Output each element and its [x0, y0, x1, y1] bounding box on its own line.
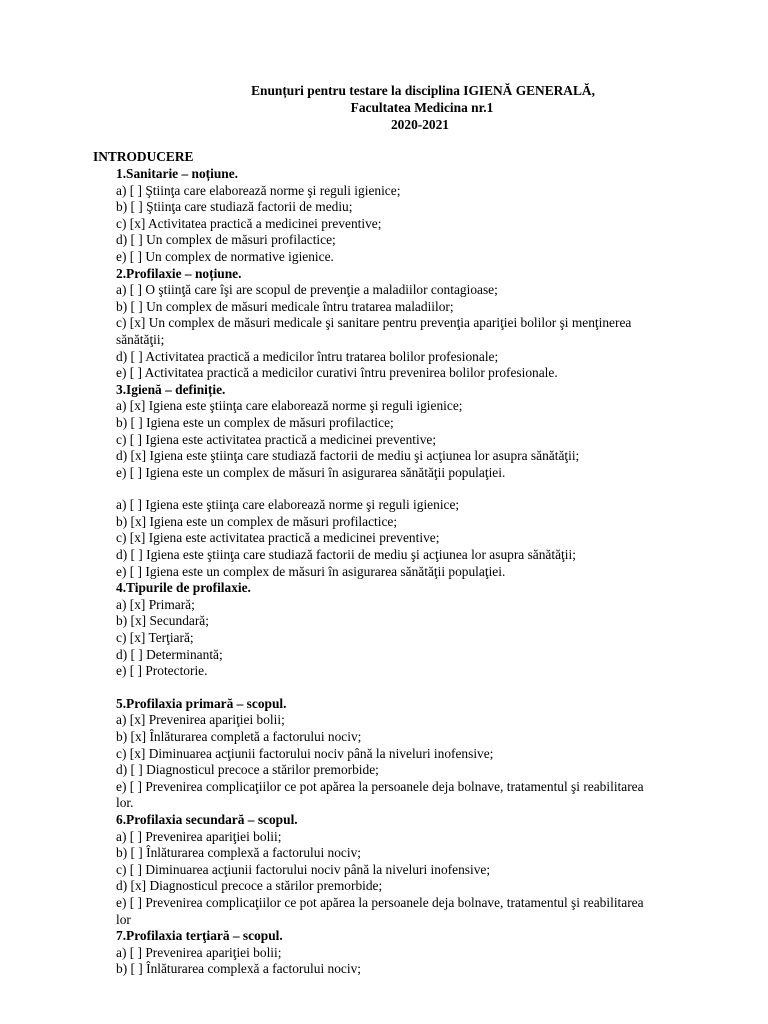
- option-d: d) [ ] Diagnosticul precoce a stărilor premorbide;: [116, 762, 379, 778]
- option-e: e) [ ] Protectorie.: [116, 663, 208, 679]
- option-b: b) [ ] Igiena este un complex de măsuri profilactice;: [116, 414, 394, 430]
- question-4: [93, 580, 653, 696]
- option-b-alt: b) [x] Igiena este un complex de măsuri profilactice;: [116, 513, 398, 529]
- option-e: e) [ ] Prevenirea complicaţiilor ce pot apărea la persoanele deja bolnave, tratamentul şi reabilitarea lor: [116, 894, 644, 927]
- option-b: b) [x] Secundară;: [116, 613, 209, 629]
- question-3: [93, 382, 653, 581]
- document-body: [93, 149, 653, 978]
- question-title: 5.Profilaxia primară – scopul.: [116, 695, 287, 711]
- option-d-alt: d) [ ] Igiena este ştiinţa care studiază factorii de mediu şi acţiunea lor asupra sănătăţii;: [116, 547, 576, 563]
- option-e: e) [ ] Un complex de normative igienice.: [116, 248, 334, 264]
- option-a: a) [x] Igiena este ştiinţa care elaborează norme şi reguli igienice;: [116, 398, 463, 414]
- option-e: e) [ ] Activitatea practică a medicilor curativi întru prevenirea bolilor profesionale.: [116, 365, 558, 381]
- option-b: b) [ ] Înlăturarea complexă a factorului nociv;: [116, 845, 362, 861]
- header-faculty: Facultatea Medicina nr.1: [350, 100, 494, 115]
- option-a: a) [ ] Ştiinţa care elaborează norme şi reguli igienice;: [116, 182, 401, 198]
- option-c: c) [ ] Diminuarea acţiunii factorului nociv până la niveluri inofensive;: [116, 861, 491, 877]
- option-c-alt: c) [x] Igiena este activitatea practică a medicinei preventive;: [116, 530, 440, 546]
- section-title: INTRODUCERE: [93, 149, 194, 164]
- question-5: [93, 696, 653, 812]
- document-header: [0, 83, 768, 134]
- blank-line: [116, 680, 653, 696]
- option-d: d) [ ] Activitatea practică a medicilor întru tratarea bolilor profesionale;: [116, 348, 499, 364]
- option-b: b) [x] Înlăturarea completă a factorului nociv;: [116, 729, 362, 744]
- question-title: 7.Profilaxia terţiară – scopul.: [116, 928, 283, 944]
- question-1: [93, 166, 653, 266]
- option-a: a) [ ] Prevenirea apariţiei bolii;: [116, 828, 282, 844]
- option-b: b) [ ] Ştiinţa care studiază factorii de mediu;: [116, 199, 353, 215]
- option-b: b) [ ] Un complex de măsuri medicale întru tratarea maladiilor;: [116, 298, 454, 314]
- question-2: [93, 266, 653, 382]
- header-title: Enunțuri pentru testare la disciplina IGIENĂ GENERALĂ,: [251, 83, 595, 98]
- option-a: a) [ ] Prevenirea apariţiei bolii;: [116, 944, 282, 960]
- option-a-alt: a) [ ] Igiena este ştiinţa care elaborează norme şi reguli igienice;: [116, 497, 460, 513]
- option-e: e) [ ] Prevenirea complicaţiilor ce pot apărea la persoanele deja bolnave, tratamentul şi reabilitarea lor.: [116, 778, 644, 811]
- question-title: 3.Igienă – definiție.: [116, 381, 226, 397]
- option-e-alt: e) [ ] Igiena este un complex de măsuri în asigurarea sănătăţii populaţiei.: [116, 563, 506, 579]
- question-title: 4.Tipurile de profilaxie.: [116, 580, 251, 596]
- question-title: 2.Profilaxie – noțiune.: [116, 265, 242, 281]
- header-year: 2020-2021: [390, 117, 450, 132]
- option-c: c) [x] Terţiară;: [116, 630, 194, 646]
- option-a: a) [x] Prevenirea apariţiei bolii;: [116, 712, 285, 728]
- option-c: c) [ ] Igiena este activitatea practică a medicinei preventive;: [116, 431, 437, 447]
- question-7: [93, 928, 653, 978]
- option-b: b) [ ] Înlăturarea complexă a factorului nociv;: [116, 961, 362, 977]
- option-d: d) [ ] Determinantă;: [116, 646, 223, 662]
- option-a: a) [x] Primară;: [116, 596, 195, 612]
- question-title: 1.Sanitarie – noțiune.: [116, 166, 239, 181]
- option-c: c) [x] Activitatea practică a medicinei preventive;: [116, 215, 382, 231]
- option-e: e) [ ] Igiena este un complex de măsuri în asigurarea sănătăţii populaţiei.: [116, 464, 506, 480]
- option-c: c) [x] Diminuarea acţiunii factorului nociv până la niveluri inofensive;: [116, 745, 494, 761]
- option-c: c) [x] Un complex de măsuri medicale şi sanitare pentru prevenţia apariţiei bolilor şi menţinerea sănătăţii;: [116, 315, 632, 347]
- blank-line: [116, 481, 653, 497]
- question-6: [93, 812, 653, 928]
- option-d: d) [ ] Un complex de măsuri profilactice;: [116, 232, 336, 248]
- option-d: d) [x] Igiena este ştiinţa care studiază factorii de mediu şi acţiunea lor asupra sănătăţii;: [116, 448, 580, 464]
- option-a: a) [ ] O ştiinţă care îşi are scopul de prevenţie a maladiilor contagioase;: [116, 282, 498, 298]
- option-d: d) [x] Diagnosticul precoce a stărilor premorbide;: [116, 878, 383, 894]
- question-title: 6.Profilaxia secundară – scopul.: [116, 811, 298, 827]
